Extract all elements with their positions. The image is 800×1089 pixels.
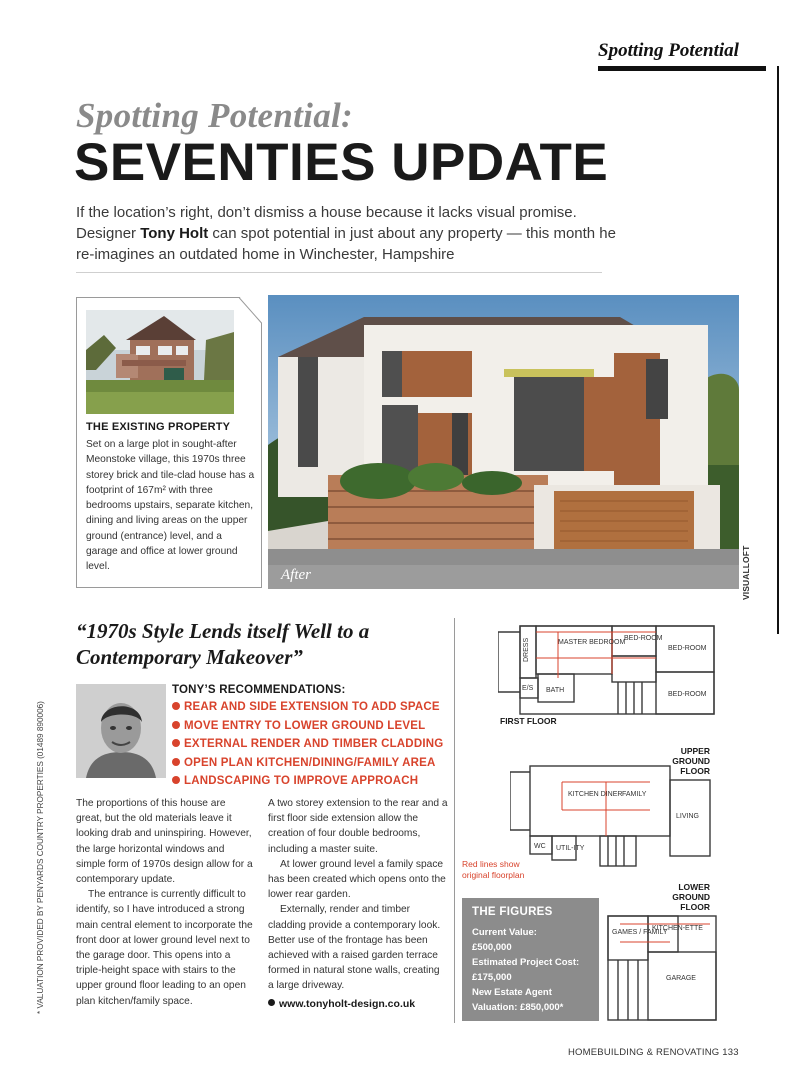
pull-quote: “1970s Style Lends itself Well to a Contemporary Makeover” <box>76 619 370 669</box>
figures-title: THE FIGURES <box>472 906 553 918</box>
room-label: BED-ROOM <box>624 635 663 642</box>
body-paragraph: A two storey extension to the rear and a first floor side extension allow the creation of four double bedrooms, including a master suite. <box>268 798 448 855</box>
room-label: MASTER BEDROOM <box>558 639 626 646</box>
current-value-label: Current Value: <box>472 927 537 938</box>
page-footer <box>568 1047 739 1058</box>
tag-rule <box>598 66 766 71</box>
room-label: DRESS <box>523 637 530 662</box>
lower-ground-floor-plan <box>600 910 720 1022</box>
designer-name: Tony Holt <box>140 225 209 242</box>
room-label: BED-ROOM <box>668 645 707 652</box>
article-headline: SEVENTIES UPDATE <box>74 133 609 192</box>
bullet-icon <box>172 702 180 710</box>
credit-name: VISUALLOFT <box>741 545 751 600</box>
body-paragraph: At lower ground level a family space has been created which opens onto the lower rear garden. <box>268 858 446 901</box>
after-caption: After <box>281 567 311 583</box>
project-cost <box>472 955 589 985</box>
existing-property-photo <box>86 310 234 414</box>
bullet-icon <box>268 999 275 1006</box>
room-label: GAMES / FAMILY <box>612 929 668 936</box>
bullet-icon <box>172 739 180 747</box>
bullet-icon <box>172 776 180 784</box>
room-label: KITCHEN-ETTE <box>652 925 703 932</box>
website-link[interactable]: www.tonyholt-design.co.uk <box>268 998 415 1010</box>
upper-ground-floor-plan <box>510 760 720 870</box>
recommendations-list <box>172 698 443 791</box>
room-label: WC <box>534 843 546 850</box>
article-standfirst <box>76 202 616 265</box>
body-paragraph: The entrance is currently difficult to identify, so I have introduced a strong main central element to incorporate the front door at lower ground level next to the garage door. This opens into a triple-height space with stairs to the upper ground floor leading to an open plan kitchen/family space. <box>76 889 253 1007</box>
column-divider <box>454 618 455 1023</box>
recommendation-item: MOVE ENTRY TO LOWER GROUND LEVEL <box>172 717 443 736</box>
designer-portrait <box>76 684 166 778</box>
room-label: BATH <box>546 687 565 694</box>
body-column-1 <box>76 796 254 1009</box>
room-label: UTIL-ITY <box>556 845 585 852</box>
article-kicker: Spotting Potential: <box>76 96 353 135</box>
body-column-2 <box>268 796 448 994</box>
room-label: E/S <box>522 685 534 692</box>
recommendation-item: EXTERNAL RENDER AND TIMBER CLADDING <box>172 735 443 754</box>
standfirst-text-2: can spot potential in just about any property — this month he re-imagines an outdated home in Winchester, Hampshire <box>76 225 616 263</box>
standfirst-divider <box>76 272 602 273</box>
body-paragraph: The proportions of this house are great, but the old materials leave it looking drab and uninspiring. However, the large horizontal windows and simple form of 1970s design allow for a contemporary update. <box>76 798 253 886</box>
existing-property-title: THE EXISTING PROPERTY <box>86 421 231 433</box>
valuation-label: New Estate Agent Valuation: <box>472 987 552 1013</box>
page-number: 133 <box>722 1047 739 1058</box>
room-label: LIVING <box>676 813 699 820</box>
recommendations-title: TONY’S RECOMMENDATIONS: <box>172 684 346 696</box>
room-label: GARAGE <box>666 975 696 982</box>
body-paragraph: Externally, render and timber cladding provide a contemporary look. Better use of the frontage has been achieved with a raised garden terrace formed in natural stone walls, creating a large driveway. <box>268 904 441 992</box>
valuation <box>472 985 589 1015</box>
section-tag: Spotting Potential <box>598 40 739 61</box>
bullet-icon <box>172 721 180 729</box>
project-cost-label: Estimated Project Cost: <box>472 957 580 968</box>
visualisation-credit <box>741 310 757 600</box>
valuation-credit-text: * VALUATION PROVIDED BY PENYARDS COUNTRY PROPERTIES (01489 890006) <box>36 701 45 1014</box>
after-visualisation-image <box>268 295 739 589</box>
valuation-value: £850,000* <box>520 1002 564 1013</box>
magazine-name: HOMEBUILDING & RENOVATING <box>568 1047 720 1058</box>
room-label: KITCHEN DINER <box>568 791 623 798</box>
recommendation-item: LANDSCAPING TO IMPROVE APPROACH <box>172 772 443 791</box>
first-floor-plan <box>498 618 722 718</box>
project-cost-value: £175,000 <box>472 972 512 983</box>
upper-ground-floor-label: UPPER GROUND FLOOR <box>672 746 710 776</box>
lower-ground-floor-label: LOWER GROUND FLOOR <box>672 882 710 912</box>
standfirst-text-1: If the location’s right, don’t dismiss a house because it lacks visual promise. Designer <box>76 204 577 242</box>
bullet-icon <box>172 758 180 766</box>
room-label: FAMILY <box>622 791 647 798</box>
first-floor-label: FIRST FLOOR <box>500 716 557 726</box>
figures-box <box>462 898 599 1021</box>
floorplan-note: Red lines show original floorplan <box>462 859 525 880</box>
right-rule <box>777 66 779 634</box>
recommendation-item: OPEN PLAN KITCHEN/DINING/FAMILY AREA <box>172 754 443 773</box>
recommendation-item: REAR AND SIDE EXTENSION TO ADD SPACE <box>172 698 443 717</box>
current-value: £500,000 <box>472 942 512 953</box>
existing-property-text: Set on a large plot in sought-after Meonstoke village, this 1970s three storey brick and tile-clad house has a footprint of 167m² with three bedrooms upstairs, separate kitchen, dining and living areas on the upper ground (entrance) level, and a garage and office at lower ground level. <box>86 439 255 573</box>
room-label: BED-ROOM <box>668 691 707 698</box>
valuation-credit <box>36 684 50 1014</box>
